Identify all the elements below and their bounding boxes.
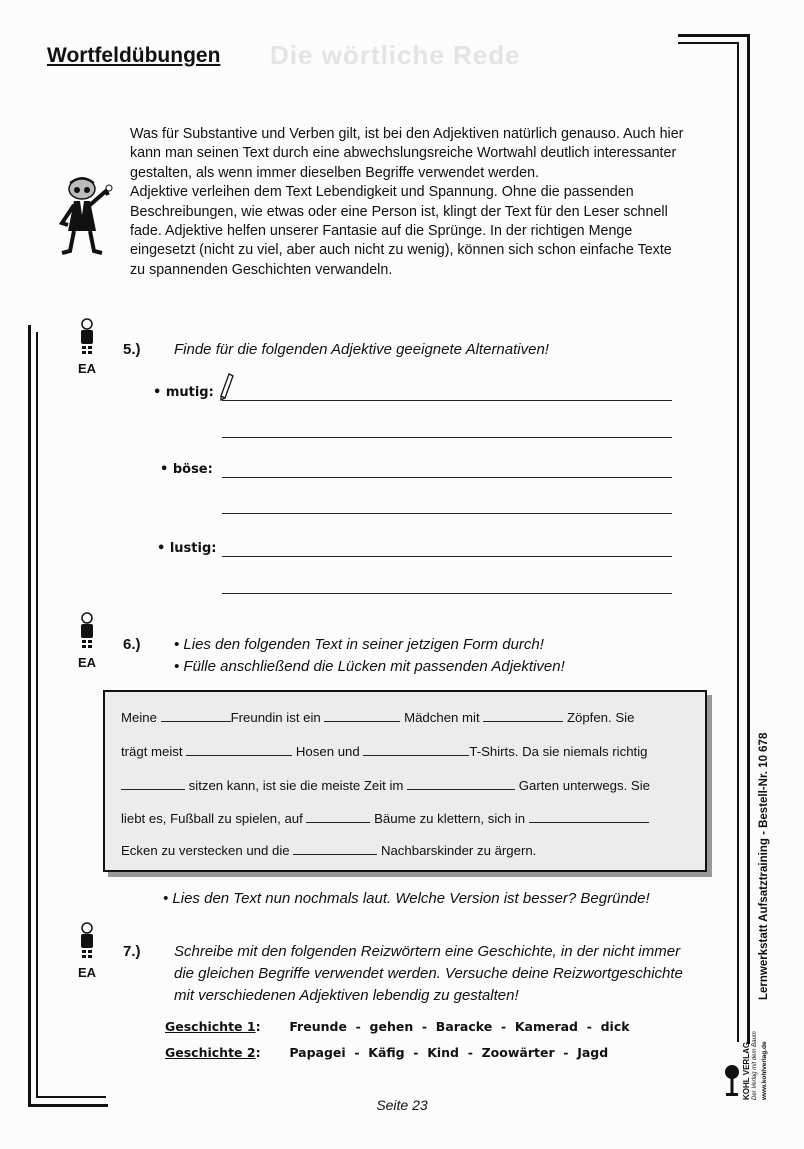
page-number: Seite 23 bbox=[376, 1097, 428, 1113]
gap-blank[interactable] bbox=[324, 710, 400, 722]
gap-blank[interactable] bbox=[121, 778, 185, 790]
gap-text: Bäume zu klettern, sich in bbox=[374, 811, 526, 826]
ea-badge bbox=[67, 318, 107, 376]
gap-text-line bbox=[121, 744, 691, 759]
story-label: Geschichte 2 bbox=[165, 1045, 256, 1060]
pencil-icon bbox=[219, 372, 235, 402]
gap-blank[interactable] bbox=[363, 744, 469, 756]
task-number: 6.) bbox=[123, 636, 141, 653]
frame-line bbox=[678, 34, 748, 37]
task-number: 7.) bbox=[123, 943, 141, 960]
gap-text: Zöpfen. Sie bbox=[566, 710, 635, 725]
task-instruction: Schreibe mit den folgenden Reizwörtern eine Geschichte, in der nicht immer die gleichen Begriffe verwendet werden. Versuche deine Reizwortgeschichte mit verschiedenen Adjektiven lebendig zu gestalten! bbox=[174, 943, 683, 1004]
ea-badge bbox=[67, 922, 107, 980]
frame-line bbox=[737, 42, 739, 1042]
publisher-name: KOHL VERLAG bbox=[742, 1041, 751, 1100]
intro-paragraph: Was für Substantive und Verben gilt, ist bei den Adjektiven natürlich genauso. Auch hier kann man seinen Text durch eine abwechslungsreiche Wortwahl deutlich interessanter gestalten, als wenn immer dieselben Begriffe verwendet werden. bbox=[130, 126, 684, 181]
gap-text-line bbox=[121, 710, 691, 725]
gap-blank[interactable] bbox=[293, 843, 377, 855]
frame-line bbox=[36, 332, 38, 1097]
frame-line bbox=[678, 42, 738, 44]
gap-text: liebt es, Fußball zu spielen, auf bbox=[121, 811, 303, 826]
story-row: Geschichte 1: Freunde - gehen - Baracke - Kamerad - dick bbox=[165, 1019, 630, 1034]
intro-paragraph: Adjektive verleihen dem Text Lebendigkeit und Spannung. Ohne die passenden Beschreibungen, wie etwas oder eine Person ist, klingt der Text für den Leser schnell fade. Adjektive helfen unserer Fantasie auf die Sprünge. In der richtigen Menge eingesetzt (nicht zu viel, aber auch nicht zu wenig), können sich schon einfache Texte zu spannenden Geschichten verwandeln. bbox=[130, 184, 672, 278]
gap-text: trägt meist bbox=[121, 744, 183, 759]
ea-label: EA bbox=[77, 655, 97, 670]
publisher-url: www.kohlverlag.de bbox=[761, 1041, 768, 1100]
story-row: Geschichte 2: Papagei - Käfig - Kind - Zoowärter - Jagd bbox=[165, 1045, 609, 1060]
adjective-word: • böse: bbox=[160, 462, 213, 477]
answer-line[interactable] bbox=[222, 556, 672, 557]
task-instruction: • Lies den folgenden Text in seiner jetzigen Form durch! bbox=[174, 636, 544, 653]
task-number: 5.) bbox=[123, 341, 141, 358]
story-label: Geschichte 1 bbox=[165, 1019, 256, 1034]
ea-label: EA bbox=[77, 965, 97, 980]
gap-text-line bbox=[121, 778, 691, 793]
student-icon bbox=[77, 922, 97, 958]
task-instruction: • Fülle anschließend die Lücken mit passenden Adjektiven! bbox=[174, 658, 565, 675]
adjective-word: • lustig: bbox=[157, 541, 217, 556]
gap-text: Ecken zu verstecken und die bbox=[121, 843, 290, 858]
ea-badge bbox=[67, 612, 107, 670]
adjective-word: • mutig: bbox=[153, 385, 214, 400]
gap-text: T-Shirts. Da sie niemals richtig bbox=[469, 744, 648, 759]
gap-blank[interactable] bbox=[306, 811, 370, 823]
gap-blank[interactable] bbox=[186, 744, 292, 756]
professor-icon bbox=[52, 175, 118, 255]
gap-text: Nachbarskinder zu ärgern. bbox=[380, 843, 537, 858]
answer-line[interactable] bbox=[222, 437, 672, 438]
side-info: Lernwerkstatt Aufsatztraining - Bestell-Nr. 10 678 bbox=[758, 732, 770, 1000]
publisher-slogan: Der Verlag mit dem Baum bbox=[752, 1031, 758, 1100]
frame-line bbox=[747, 34, 750, 1044]
student-icon bbox=[77, 612, 97, 648]
tree-logo-icon bbox=[724, 1062, 740, 1098]
gap-text-line bbox=[121, 811, 691, 826]
gap-text: Mädchen mit bbox=[404, 710, 480, 725]
ea-label: EA bbox=[77, 361, 97, 376]
intro-text bbox=[130, 125, 690, 280]
student-icon bbox=[77, 318, 97, 354]
page-title: Wortfeldübungen bbox=[47, 44, 221, 67]
gap-text: Freundin ist ein bbox=[230, 710, 321, 725]
story-words: Papagei - Käfig - Kind - Zoowärter - Jagd bbox=[289, 1045, 609, 1060]
answer-line[interactable] bbox=[222, 593, 672, 594]
task-instruction: • Lies den Text nun nochmals laut. Welche Version ist besser? Begründe! bbox=[163, 890, 650, 907]
answer-line[interactable] bbox=[222, 400, 672, 401]
gap-blank[interactable] bbox=[483, 710, 563, 722]
answer-line[interactable] bbox=[222, 477, 672, 478]
frame-line bbox=[28, 325, 31, 1105]
gap-text: Garten unterwegs. Sie bbox=[518, 778, 650, 793]
gap-blank[interactable] bbox=[161, 710, 231, 722]
gap-text: sitzen kann, ist sie die meiste Zeit im bbox=[188, 778, 404, 793]
gap-blank[interactable] bbox=[407, 778, 515, 790]
gap-blank[interactable] bbox=[529, 811, 649, 823]
gap-text: Meine bbox=[121, 710, 157, 725]
story-words: Freunde - gehen - Baracke - Kamerad - dick bbox=[289, 1019, 630, 1034]
answer-line[interactable] bbox=[222, 513, 672, 514]
ghost-title: Die wörtliche Rede bbox=[270, 40, 521, 70]
gap-text-box bbox=[103, 690, 707, 872]
gap-text: Hosen und bbox=[295, 744, 360, 759]
task-instruction: Finde für die folgenden Adjektive geeignete Alternativen! bbox=[174, 341, 549, 358]
gap-text-line bbox=[121, 843, 691, 858]
